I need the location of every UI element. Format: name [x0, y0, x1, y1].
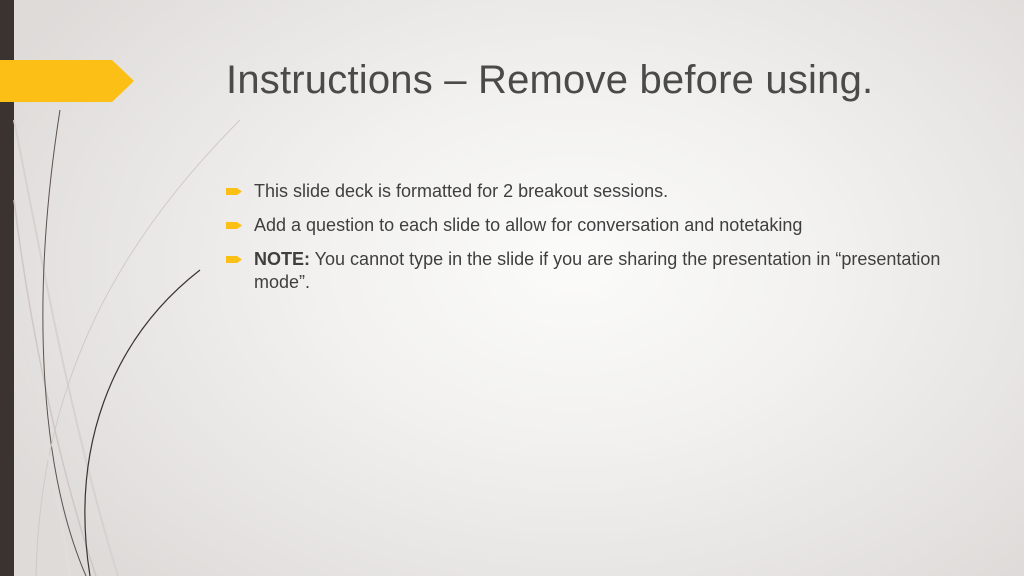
bullet-text: Add a question to each slide to allow for conversation and notetaking [254, 215, 803, 235]
arrow-bullet-icon [226, 187, 242, 196]
slide-title: Instructions – Remove before using. [226, 58, 874, 102]
decorative-curves [0, 0, 260, 576]
bullet-item [226, 180, 956, 203]
bullet-item [226, 248, 956, 294]
bullet-item [226, 214, 956, 237]
bullet-text: This slide deck is formatted for 2 breakout sessions. [254, 181, 669, 201]
bullet-list [226, 180, 956, 305]
arrow-bullet-icon [226, 221, 242, 230]
arrow-bullet-icon [226, 255, 242, 264]
note-label: NOTE: [254, 249, 310, 269]
bullet-text: You cannot type in the slide if you are sharing the presentation in “presentation mode”. [254, 249, 941, 292]
